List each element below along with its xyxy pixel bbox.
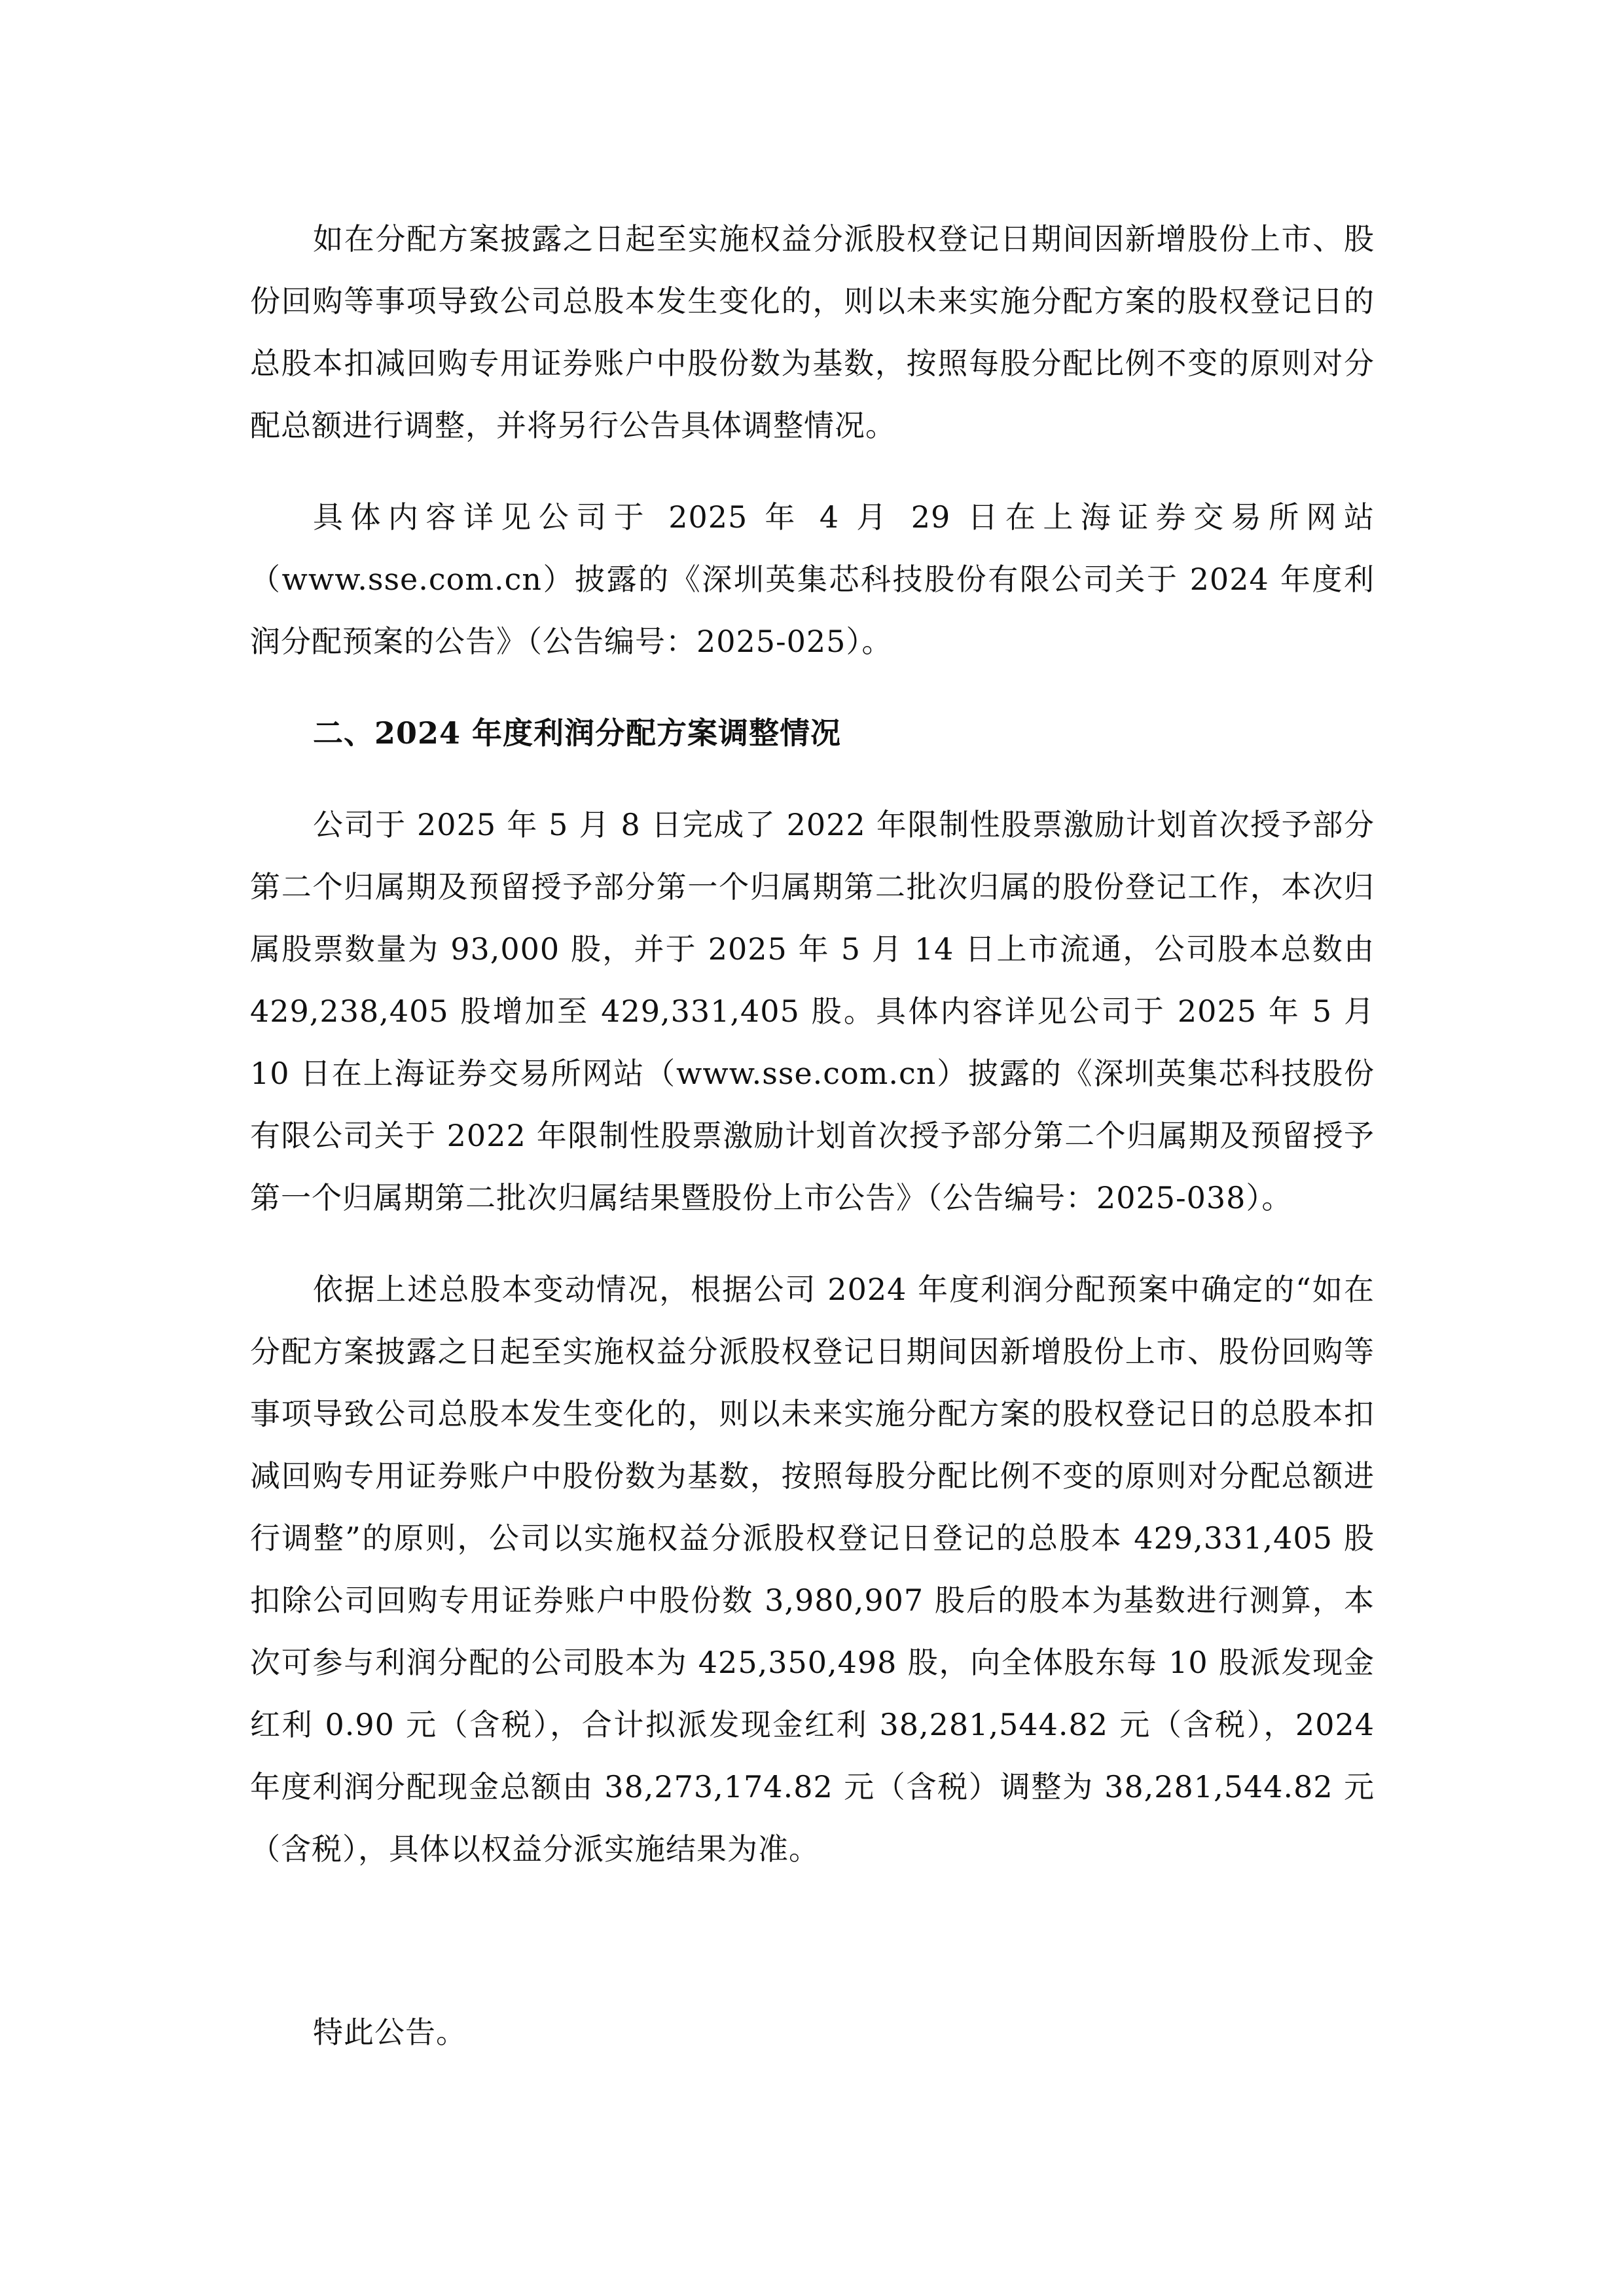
section-heading: 二、2024 年度利润分配方案调整情况 [313,715,842,751]
paragraph-share-registration: 公司于 2025 年 5 月 8 日完成了 2022 年限制性股票激励计划首次授予部分第二个归属期及预留授予部分第一个归属期第二批次归属的股份登记工作，本次归属股票数量为 93,000 股，并于 2025 年 5 月 14 日上市流通，公司股本总数由 429,238,405 股增加至 429,331,405 股。具体内容详见公司于 2025 年 5 月 10 日在上海证券交易所网站（www.sse.com.cn）披露的《深圳英集芯科技股份有限公司关于 2022 年限制性股票激励计划首次授予部分第二个归属期及预留授予第一个归属期第二批次归属结果暨股份上市公告》（公告编号：2025-038）。 [250,807,1375,1215]
paragraph-adjustment-principle: 如在分配方案披露之日起至实施权益分派股权登记日期间因新增股份上市、股份回购等事项导致公司总股本发生变化的，则以未来实施分配方案的股权登记日的总股本扣减回购专用证券账户中股份数为基数，按照每股分配比例不变的原则对分配总额进行调整，并将另行公告具体调整情况。 [250,221,1375,443]
closing-statement: 特此公告。 [313,2015,467,2050]
paragraph-distribution-adjustment: 依据上述总股本变动情况，根据公司 2024 年度利润分配预案中确定的“如在分配方案披露之日起至实施权益分派股权登记日期间因新增股份上市、股份回购等事项导致公司总股本发生变化的，则以未来实施分配方案的股权登记日的总股本扣减回购专用证券账户中股份数为基数，按照每股分配比例不变的原则对分配总额进行调整”的原则，公司以实施权益分派股权登记日登记的总股本 429,331,405 股扣除公司回购专用证券账户中股份数 3,980,907 股后的股本为基数进行测算，本次可参与利润分配的公司股本为 425,350,498 股，向全体股东每 10 股派发现金红利 0.90 元（含税），合计拟派发现金红利 38,281,544.82 元（含税），2024 年度利润分配现金总额由 38,273,174.82 元（含税）调整为 38,281,544.82 元（含税），具体以权益分派实施结果为准。 [250,1272,1375,1867]
document-body [250,208,1375,1910]
paragraph-reference-announcement: 具体内容详见公司于 2025 年 4 月 29 日在上海证券交易所网站（www.sse.com.cn）披露的《深圳英集芯科技股份有限公司关于 2024 年度利润分配预案的公告》（公告编号：2025-025）。 [250,499,1375,659]
